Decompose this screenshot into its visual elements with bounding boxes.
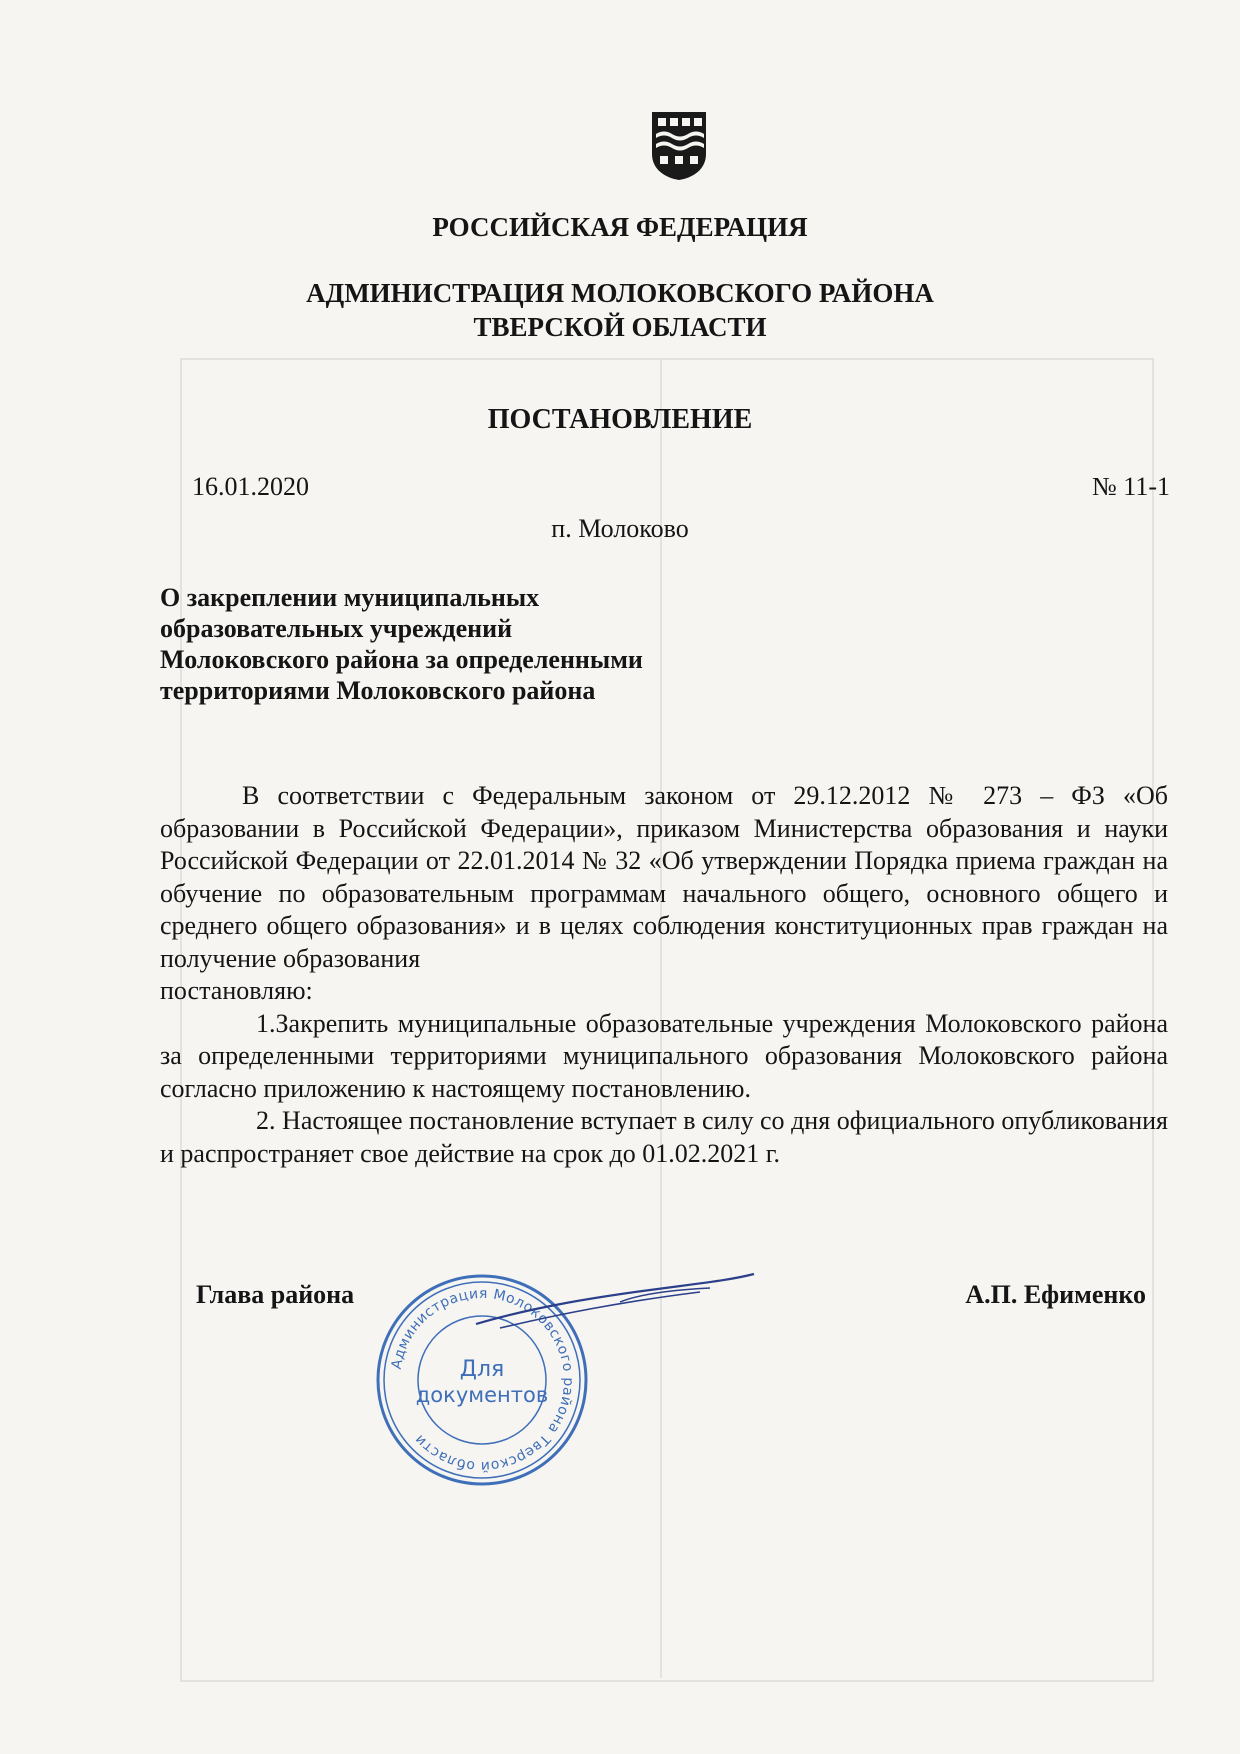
subject-line: образовательных учреждений — [160, 614, 513, 643]
preamble-paragraph: В соответствии с Федеральным законом от 29.12.2012 № 273 – ФЗ «Об образовании в Российской Федерации», приказом Министерства образования и науки Российской Федерации от 22.01.2014 № 32 «Об утверждении Порядка приема граждан на обучение по образовательным программам начального общего, основного общего и среднего общего образования» и в целях соблюдения конституционных прав граждан на получение образования — [160, 781, 1168, 973]
document-body — [160, 780, 1168, 1170]
federation-title: РОССИЙСКАЯ ФЕДЕРАЦИЯ — [432, 212, 808, 242]
document-place: п. Молоково — [551, 514, 689, 543]
stamp-center-line-2: документов — [415, 1383, 549, 1407]
subject-line: Молоковского района за определенными — [160, 645, 643, 674]
resolve-line: постановляю: — [160, 976, 313, 1005]
stamp-center-line-1: Для — [459, 1357, 505, 1382]
subject-line: О закреплении муниципальных — [160, 583, 540, 612]
coat-of-arms-icon — [650, 110, 708, 182]
document-subject — [160, 582, 720, 706]
document-number: № 11-1 — [1092, 472, 1170, 501]
subject-line: территориями Молоковского района — [160, 676, 596, 705]
document-date: 16.01.2020 — [192, 472, 309, 501]
handwritten-signature — [470, 1268, 760, 1338]
signatory-name: А.П. Ефименко — [965, 1280, 1146, 1309]
item-1-paragraph: 1.Закрепить муниципальные образовательные учреждения Молоковского района за определенными территориями муниципального образования Молоковского района согласно приложению к настоящему постановлению. — [160, 1008, 1168, 1103]
administration-line-1: АДМИНИСТРАЦИЯ МОЛОКОВСКОГО РАЙОНА — [306, 278, 934, 308]
item-2-paragraph: 2. Настоящее постановление вступает в силу со дня официального опубликования и распространяет свое действие на срок до 01.02.2021 г. — [160, 1106, 1168, 1168]
administration-title — [0, 276, 1240, 344]
signatory-position: Глава района — [196, 1280, 355, 1309]
administration-line-2: ТВЕРСКОЙ ОБЛАСТИ — [473, 312, 767, 342]
document-type-title: ПОСТАНОВЛЕНИЕ — [487, 404, 753, 435]
stamp-ring-text: Администрация Молоковского района Тверской области — [388, 1285, 577, 1475]
